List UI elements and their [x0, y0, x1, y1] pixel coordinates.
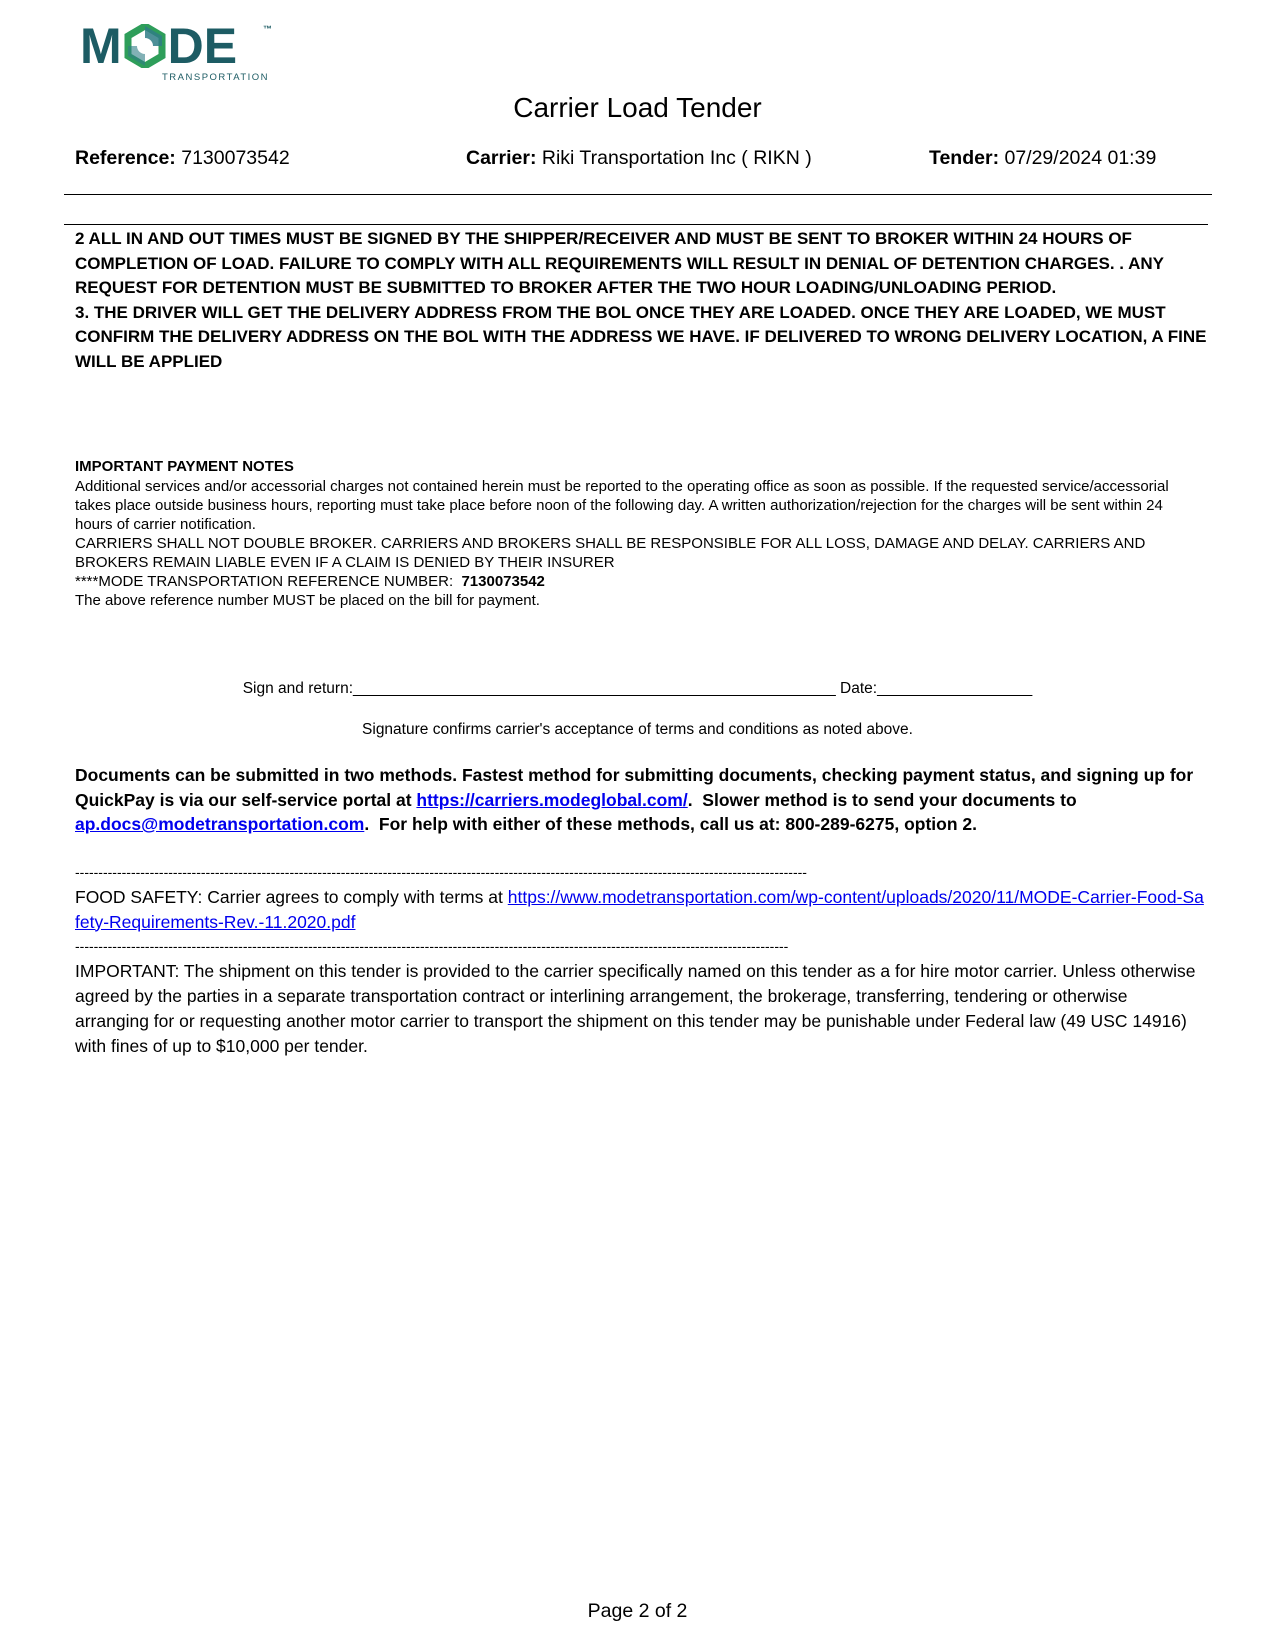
reference-number-label: ****MODE TRANSPORTATION REFERENCE NUMBER:: [75, 573, 462, 590]
tender-label: Tender:: [929, 147, 1000, 169]
dashed-separator: -------------------------------------------------------------------------------------------------------------------------------------------------------------: [75, 864, 807, 880]
payment-notes-title: IMPORTANT PAYMENT NOTES: [75, 458, 294, 475]
load-instructions: [75, 227, 1215, 375]
section-divider: [64, 224, 1208, 225]
docs-text-1: Documents can be submitted in two methods. Fastest method for submitting documents, checking payment status, and signing up for QuickPay is via our self-service portal at: [75, 765, 1194, 810]
carrier-field: [466, 147, 812, 170]
important-legal-notice: IMPORTANT: The shipment on this tender is provided to the carrier specifically named on this tender as a for hire motor carrier. Unless otherwise agreed by the parties in a separate transportation contract or interlining arrangement, the brokerage, transferring, tendering or otherwise arranging for or requesting another motor carrier to transport the shipment on this tender may be punishable under Federal law (49 USC 14916) with fines of up to $10,000 per tender.: [75, 961, 1196, 1056]
payment-notes-body: [75, 477, 1195, 610]
carrier-label: Carrier:: [466, 147, 537, 169]
reference-number-value: 7130073542: [461, 573, 545, 590]
signature-line: [0, 680, 1275, 698]
date-field[interactable]: __________________: [877, 680, 1033, 697]
signature-note: Signature confirms carrier's acceptance of terms and conditions as noted above.: [362, 721, 913, 738]
reference-field: [75, 147, 290, 170]
carrier-value: Riki Transportation Inc ( RIKN ): [541, 147, 812, 169]
payment-note-double-broker: CARRIERS SHALL NOT DOUBLE BROKER. CARRIERS AND BROKERS SHALL BE RESPONSIBLE FOR ALL LOSS, DAMAGE AND DELAY. CARRIERS AND BROKERS REMAIN LIABLE EVEN IF A CLAIM IS DENIED BY THEIR INSURER: [75, 535, 1146, 571]
logo-hexagon-icon: [124, 24, 166, 68]
instruction-item-2: 2 ALL IN AND OUT TIMES MUST BE SIGNED BY THE SHIPPER/RECEIVER AND MUST BE SENT TO BROKER WITHIN 24 HOURS OF COMPLETION OF LOAD. FAILURE TO COMPLY WITH ALL REQUIREMENTS WILL RESULT IN DENIAL OF DETENTION CHARGES. . ANY REQUEST FOR DETENTION MUST BE SUBMITTED TO BROKER AFTER THE TWO HOUR LOADING/UNLOADING PERIOD.: [75, 229, 1164, 298]
dashed-separator: ---------------------------------------------------------------------------------------------------------------------------------------------------------: [75, 938, 789, 954]
food-safety-notice: [75, 885, 1205, 934]
instruction-item-3: 3. THE DRIVER WILL GET THE DELIVERY ADDRESS FROM THE BOL ONCE THEY ARE LOADED. ONCE THEY ARE LOADED, WE MUST CONFIRM THE DELIVERY ADDRESS ON THE BOL WITH THE ADDRESS WE HAVE. IF DELIVERED TO WRONG DELIVERY LOCATION, A FINE WILL BE APPLIED: [75, 302, 1207, 371]
page-number: Page 2 of 2: [587, 1600, 688, 1622]
payment-note-reference: [75, 572, 1195, 591]
header-divider: [64, 194, 1212, 195]
food-safety-text: FOOD SAFETY: Carrier agrees to comply with terms at: [75, 887, 508, 907]
ap-docs-email-link[interactable]: ap.docs@modetransportation.com: [75, 814, 365, 834]
carrier-portal-link[interactable]: https://carriers.modeglobal.com/: [416, 789, 688, 810]
signature-field[interactable]: ________________________________________________________: [353, 680, 836, 697]
logo-trademark: ™: [263, 24, 272, 34]
tender-field: [929, 147, 1156, 170]
date-label: Date:: [835, 680, 878, 697]
tender-value: 07/29/2024 01:39: [1004, 147, 1157, 169]
reference-value: 7130073542: [181, 147, 290, 169]
mode-logo: [80, 18, 280, 84]
docs-text-2: . Slower method is to send your documents to: [687, 789, 1082, 810]
document-submission-text: [75, 763, 1205, 837]
document-submission-info: [75, 763, 1205, 837]
logo-subtitle: TRANSPORTATION: [162, 72, 270, 83]
reference-label: Reference:: [75, 147, 176, 169]
logo-letter-m: M: [80, 18, 122, 74]
payment-note-accessorial: Additional services and/or accessorial charges not contained herein must be reported to the operating office as soon as possible. If the requested service/accessorial takes place outside business hours, reporting must take place before noon of the following day. A written authorization/rejection for the charges will be sent within 24 hours of carrier notification.: [75, 478, 1169, 533]
logo-letters-de: DE: [167, 18, 238, 74]
docs-text-3: . For help with either of these methods, call us at: 800-289-6275, option 2.: [364, 814, 977, 834]
food-safety-link[interactable]: https://www.modetransportation.com/wp-content/uploads/2020/11/MODE-Carrier-Food-Safety-Requirements-Rev.-11.2020.pdf: [75, 887, 1204, 932]
sign-label: Sign and return:: [242, 680, 353, 697]
document-title: Carrier Load Tender: [513, 92, 762, 123]
logo-wordmark: [80, 18, 238, 74]
payment-note-bill: The above reference number MUST be placed on the bill for payment.: [75, 592, 540, 609]
